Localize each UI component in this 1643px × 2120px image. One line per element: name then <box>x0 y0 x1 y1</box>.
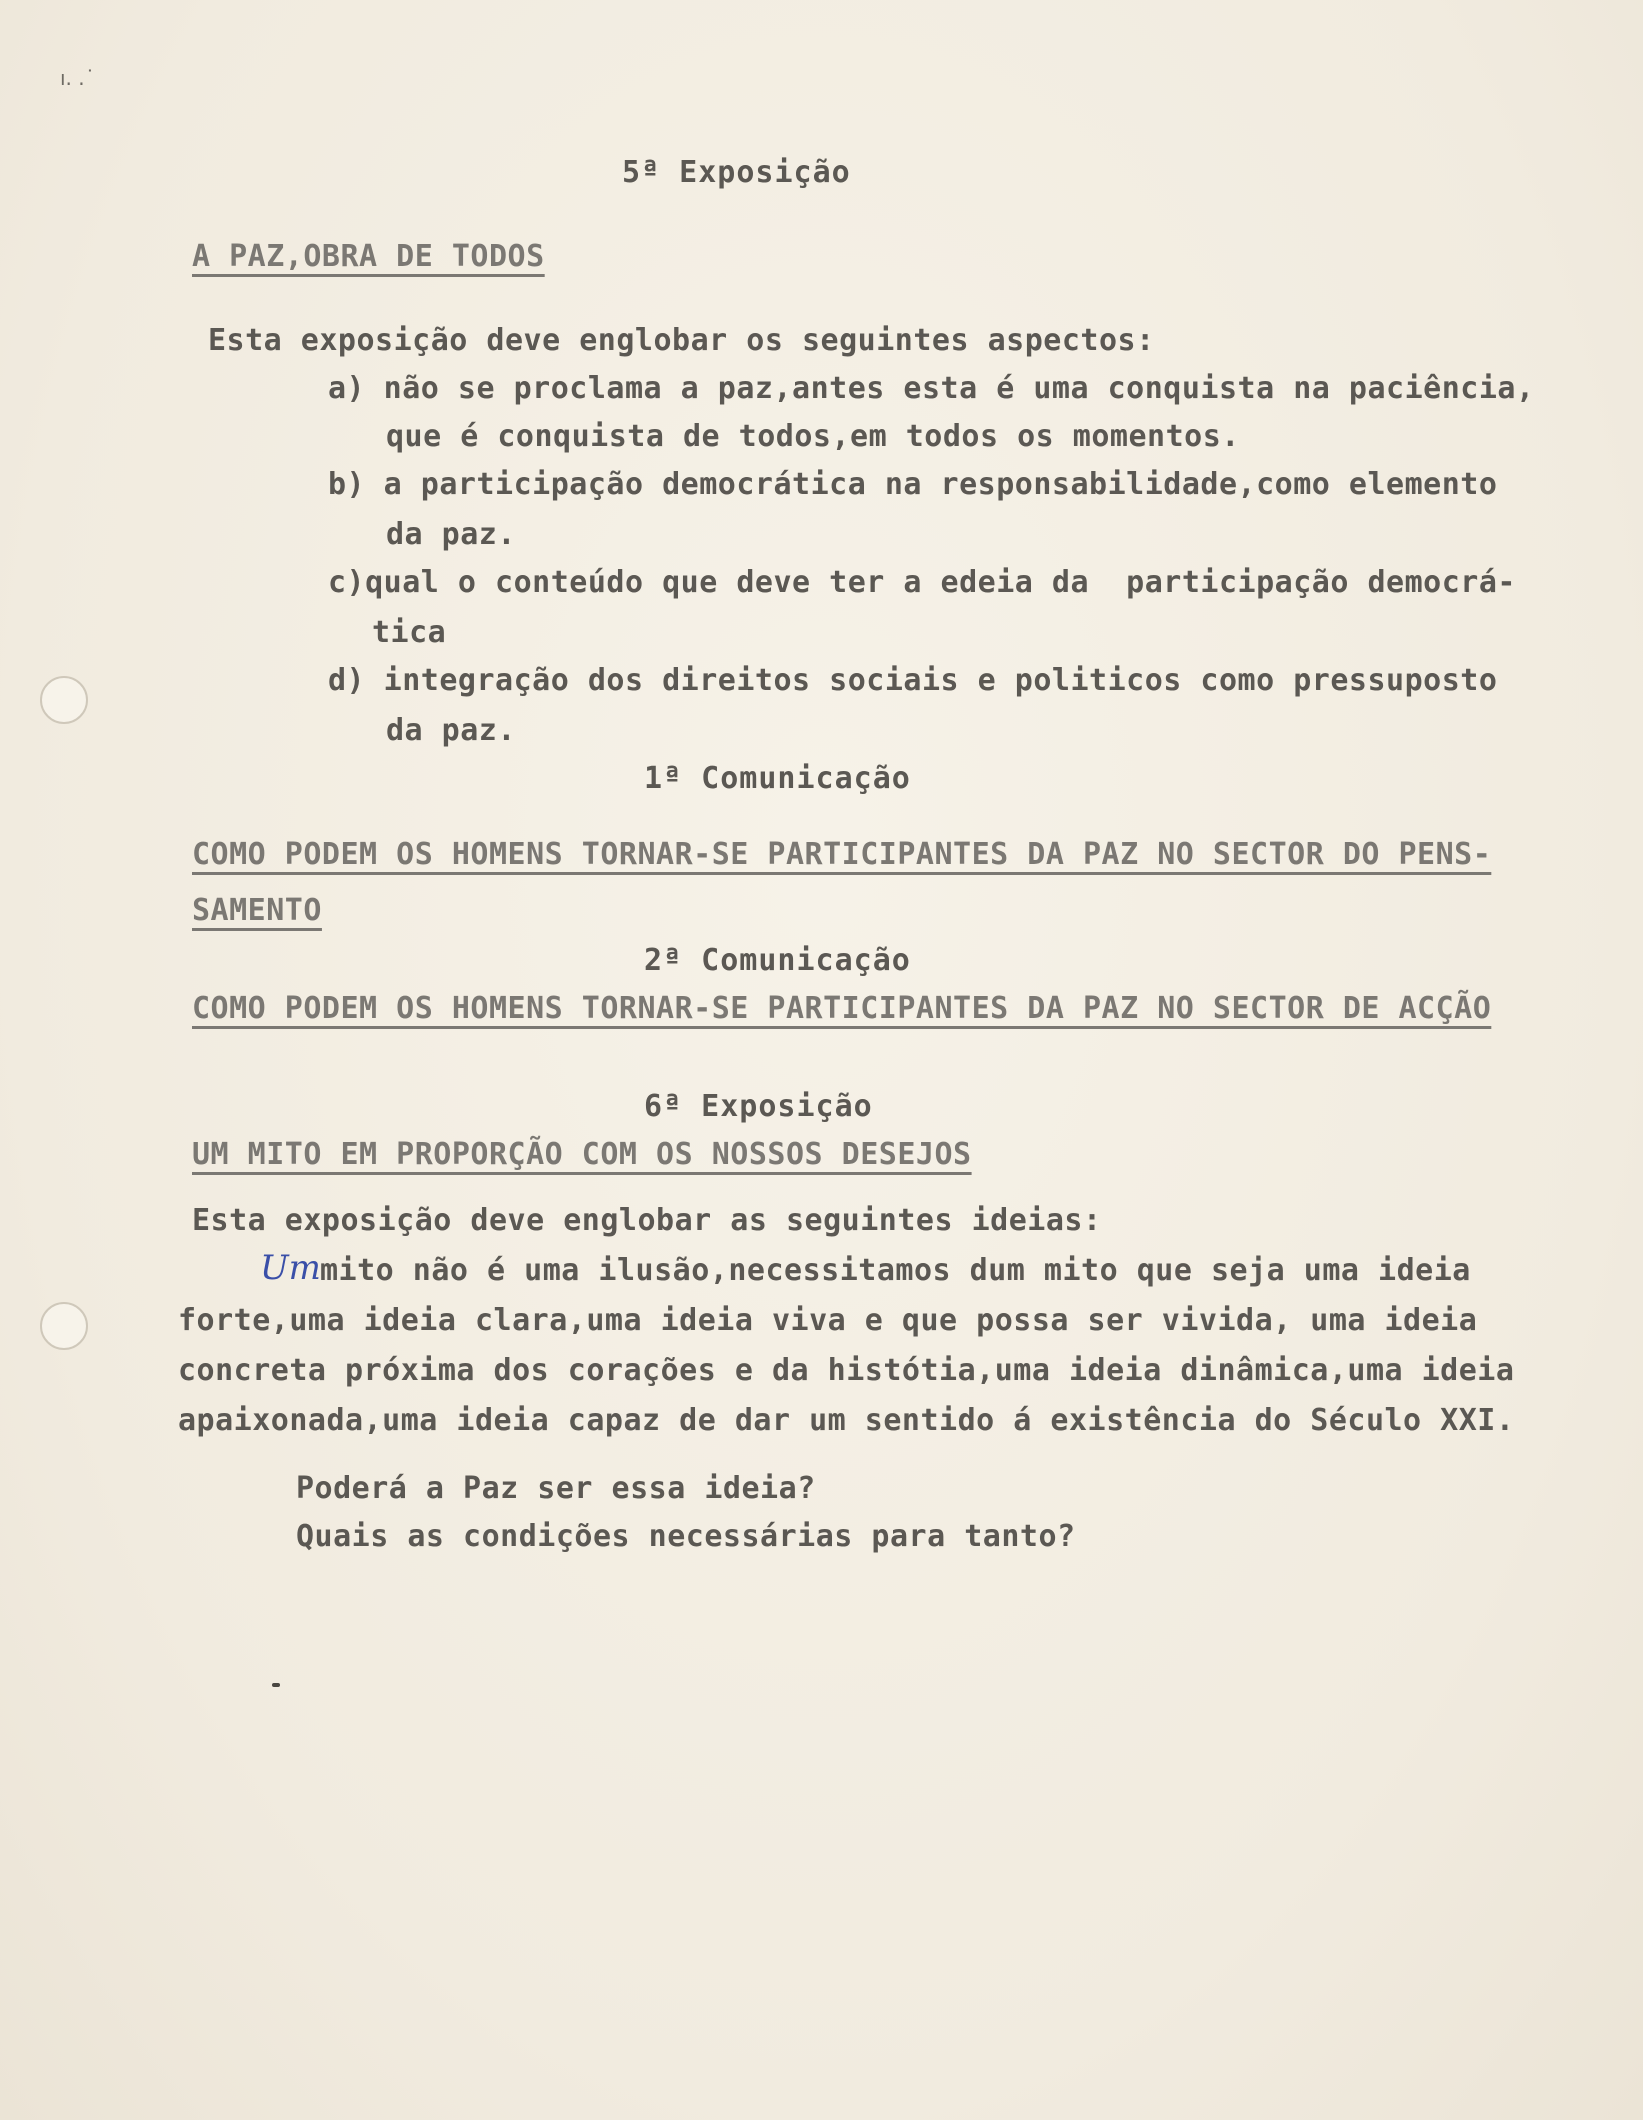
section6-title: 6ª Exposição <box>644 1089 873 1124</box>
communication1-line2: SAMENTO <box>192 893 322 928</box>
paragraph-line-1: mito não é uma ilusão,necessitamos dum mito que seja uma ideia <box>320 1253 1471 1288</box>
section5-intro: Esta exposição deve englobar os seguintes aspectos: <box>208 323 1155 358</box>
item-a-line1: a) não se proclama a paz,antes esta é uma conquista na paciência, <box>328 371 1535 406</box>
paragraph-line-4: apaixonada,uma ideia capaz de dar um sentido á existência do Século XXI. <box>178 1403 1515 1438</box>
paragraph-line-2: forte,uma ideia clara,uma ideia viva e que possa ser vivida, uma ideia <box>178 1303 1478 1338</box>
question-1: Poderá a Paz ser essa ideia? <box>296 1471 816 1506</box>
item-b-line1: b) a participação democrática na responsabilidade,como elemento <box>328 467 1498 502</box>
communication2-line1: COMO PODEM OS HOMENS TORNAR-SE PARTICIPANTES DA PAZ NO SECTOR DE ACÇÃO <box>192 991 1492 1026</box>
punch-hole-bottom <box>40 1302 88 1350</box>
item-d-line2: da paz. <box>386 713 516 748</box>
question-2: Quais as condições necessárias para tanto? <box>296 1519 1076 1554</box>
corner-mark: ı. . ͘ <box>60 66 91 90</box>
section5-title: 5ª Exposição <box>622 155 851 190</box>
punch-hole-top <box>40 676 88 724</box>
item-b-line2: da paz. <box>386 517 516 552</box>
communication2-title: 2ª Comunicação <box>644 943 911 978</box>
handwritten-annotation: Um <box>260 1248 321 1288</box>
item-c-line1: c)qual o conteúdo que deve ter a edeia da participação democrá- <box>328 565 1516 600</box>
ink-speck <box>272 1683 280 1687</box>
communication1-line1: COMO PODEM OS HOMENS TORNAR-SE PARTICIPANTES DA PAZ NO SECTOR DO PENS- <box>192 837 1492 872</box>
section5-subtitle: A PAZ,OBRA DE TODOS <box>192 239 545 274</box>
paragraph-line-3: concreta próxima dos corações e da histótia,uma ideia dinâmica,uma ideia <box>178 1353 1515 1388</box>
section6-subtitle: UM MITO EM PROPORÇÃO COM OS NOSSOS DESEJOS <box>192 1137 972 1172</box>
item-a-line2: que é conquista de todos,em todos os momentos. <box>386 419 1240 454</box>
section6-intro: Esta exposição deve englobar as seguintes ideias: <box>192 1203 1102 1238</box>
item-c-line2: tica <box>372 615 447 650</box>
item-d-line1: d) integração dos direitos sociais e politicos como pressuposto <box>328 663 1498 698</box>
communication1-title: 1ª Comunicação <box>644 761 911 796</box>
